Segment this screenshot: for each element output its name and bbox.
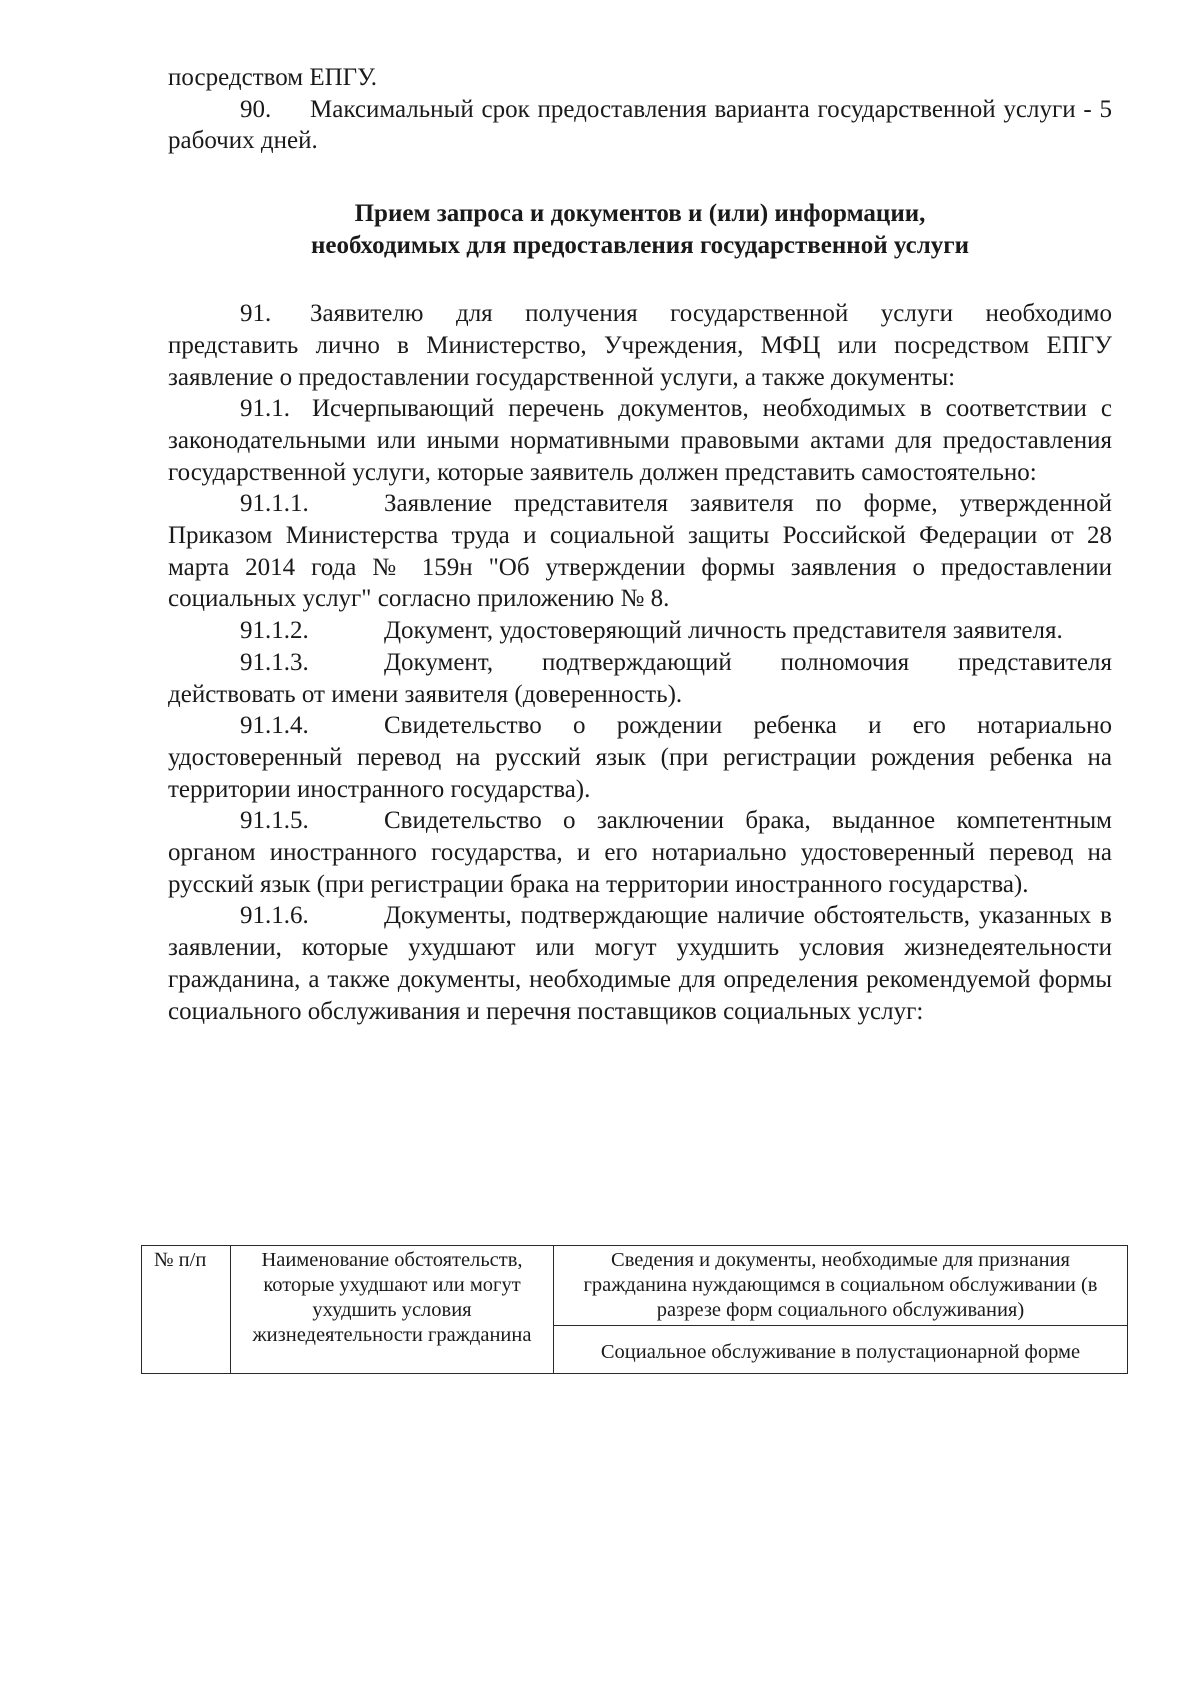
paragraph-number: 91.1.4.	[240, 712, 309, 740]
paragraph-91-1	[168, 393, 1112, 488]
table-header-row	[142, 1246, 1128, 1326]
paragraph-number: 91.1.3.	[240, 648, 309, 676]
paragraph-text: Документ, подтверждающий полномочия представителя действовать от имени заявителя (доверенность).	[168, 648, 1112, 708]
paragraph-91-1-1	[168, 488, 1112, 615]
paragraph-91-1-6	[168, 900, 1112, 1027]
paragraph-number: 91.1.2.	[240, 617, 309, 645]
circumstances-table	[141, 1245, 1128, 1374]
paragraph-number: 91.1.	[240, 395, 290, 423]
paragraph-text: Исчерпывающий перечень документов, необходимых в соответствии с законодательными или иными нормативными правовыми актами для предоставления государственной услуги, которые заявитель должен представить самостоятельно:	[168, 395, 1112, 486]
paragraph-91-1-4	[168, 710, 1112, 805]
paragraph-number: 91.1.6.	[240, 902, 309, 930]
paragraph-text: Документ, удостоверяющий личность представителя заявителя.	[384, 617, 1063, 645]
paragraph-90	[168, 94, 1112, 157]
paragraph-text: Свидетельство о заключении брака, выданное компетентным органом иностранного государства, и его нотариально удостоверенный перевод на русский язык (при регистрации брака на территории иностранного государства).	[168, 807, 1112, 898]
table-header-circumstances: Наименование обстоятельств, которые ухудшают или могут ухудшить условия жизнедеятельности гражданина	[231, 1246, 554, 1374]
paragraph-91	[168, 298, 1112, 393]
paragraph-91-1-5	[168, 805, 1112, 900]
paragraph-text: Заявителю для получения государственной услуги необходимо представить лично в Министерство, Учреждения, МФЦ или посредством ЕПГУ заявление о предоставлении государственной услуги, а также документы:	[168, 300, 1112, 391]
paragraph-number: 91.1.1.	[240, 490, 309, 518]
paragraph-text: Заявление представителя заявителя по форме, утвержденной Приказом Министерства труда и социальной защиты Российской Федерации от 28 марта 2014 года № 159н "Об утверждении формы заявления о предоставлении социальных услуг" согласно приложению № 8.	[168, 490, 1112, 613]
paragraph-number: 91.1.5.	[240, 807, 309, 835]
paragraph-91-1-3	[168, 647, 1112, 710]
heading-line-1: Прием запроса и документов и (или) информации,	[354, 200, 926, 228]
document-page	[168, 62, 1112, 1027]
paragraph-continuation: посредством ЕПГУ.	[168, 64, 377, 91]
table-header-number: № п/п	[142, 1246, 231, 1374]
section-heading	[168, 198, 1112, 262]
table-header-documents: Сведения и документы, необходимые для признания гражданина нуждающимся в социальном обслуживании (в разрезе форм социального обслуживания)	[554, 1246, 1128, 1326]
paragraph-text: Максимальный срок предоставления варианта государственной услуги - 5 рабочих дней.	[168, 95, 1112, 155]
heading-line-2: необходимых для предоставления государственной услуги	[311, 232, 969, 260]
table-subheader-semi-stationary: Социальное обслуживание в полустационарной форме	[554, 1326, 1128, 1374]
paragraph-number: 90.	[240, 95, 272, 123]
paragraph-text: Документы, подтверждающие наличие обстоятельств, указанных в заявлении, которые ухудшают или могут ухудшить условия жизнедеятельности гражданина, а также документы, необходимые для определения рекомендуемой формы социального обслуживания и перечня поставщиков социальных услуг:	[168, 902, 1112, 1025]
paragraph-number: 91.	[240, 300, 272, 328]
paragraph-91-1-2	[168, 615, 1112, 647]
paragraph-text: Свидетельство о рождении ребенка и его нотариально удостоверенный перевод на русский язык (при регистрации рождения ребенка на территории иностранного государства).	[168, 712, 1112, 803]
